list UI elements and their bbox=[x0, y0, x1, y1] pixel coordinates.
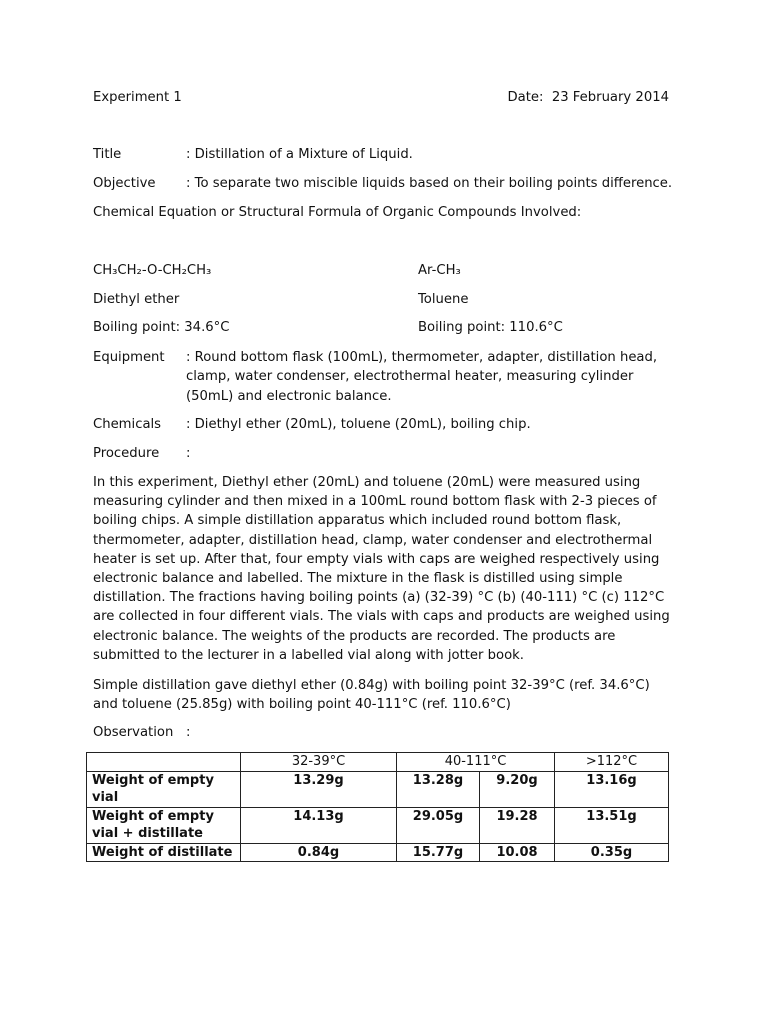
table-cell: 13.28g bbox=[397, 771, 480, 807]
compound-name-toluene: Toluene bbox=[418, 292, 469, 307]
procedure-label: Procedure bbox=[93, 446, 160, 461]
procedure-colon: : bbox=[186, 446, 191, 461]
boiling-point-toluene: Boiling point: 110.6°C bbox=[418, 320, 563, 335]
row-label: Weight of distillate bbox=[87, 843, 241, 862]
table-header-cell: 40-111°C bbox=[397, 753, 555, 772]
observation-table bbox=[86, 752, 669, 862]
row-label: Weight of empty vial + distillate bbox=[87, 807, 241, 843]
table-header-cell: >112°C bbox=[555, 753, 669, 772]
results-paragraph: Simple distillation gave diethyl ether (0.84g) with boiling point 32-39°C (ref. 34.6°C) and toluene (25.85g) with boiling point 40-111°C (ref. 110.6°C) bbox=[93, 678, 650, 713]
table-cell: 14.13g bbox=[241, 807, 397, 843]
observation-label: Observation bbox=[93, 725, 174, 740]
objective-value: : To separate two miscible liquids based on their boiling points difference. bbox=[186, 176, 673, 191]
compound-formula-diethyl-ether: CH₃CH₂-O-CH₂CH₃ bbox=[93, 263, 212, 278]
procedure-paragraph: In this experiment, Diethyl ether (20mL) and toluene (20mL) were measured using measuring cylinder and then mixed in a 100mL round bottom flask with 2-3 pieces of boiling chips. A simple distillation apparatus which included round bottom flask, thermometer, adapter, distillation head, clamp, water condenser and electrothermal heater is set up. After that, four empty vials with caps are weighed respectively using electronic balance and labelled. The mixture in the flask is distilled using simple distillation. The fractions having boiling points (a) (32-39) °C (b) (40-111) °C (c) 112°C are collected in four different vials. The vials with caps and products are weighed using electronic balance. The weights of the products are recorded. The products are submitted to the lecturer in a labelled vial along with jotter book. bbox=[93, 475, 670, 663]
title-label: Title bbox=[93, 147, 122, 162]
row-label: Weight of empty vial bbox=[87, 771, 241, 807]
table-cell: 29.05g bbox=[397, 807, 480, 843]
objective-label: Objective bbox=[93, 176, 156, 191]
table-cell: 15.77g bbox=[397, 843, 480, 862]
table-cell: 13.16g bbox=[555, 771, 669, 807]
chemicals-label: Chemicals bbox=[93, 417, 162, 432]
table-header-cell: 32-39°C bbox=[241, 753, 397, 772]
boiling-point-diethyl-ether: Boiling point: 34.6°C bbox=[93, 320, 230, 335]
chemical-heading: Chemical Equation or Structural Formula of Organic Compounds Involved: bbox=[93, 205, 582, 220]
table-cell: 13.29g bbox=[241, 771, 397, 807]
table-header-empty bbox=[87, 753, 241, 772]
table-row bbox=[87, 771, 669, 807]
experiment-number: Experiment 1 bbox=[93, 90, 182, 105]
table-row bbox=[87, 843, 669, 862]
table-cell: 19.28 bbox=[480, 807, 555, 843]
compound-name-diethyl-ether: Diethyl ether bbox=[93, 292, 180, 307]
table-row bbox=[87, 807, 669, 843]
equipment-label: Equipment bbox=[93, 350, 165, 365]
table-cell: 13.51g bbox=[555, 807, 669, 843]
date-value: 23 February 2014 bbox=[551, 90, 669, 105]
date-label: Date: bbox=[507, 90, 544, 105]
chemicals-value: : Diethyl ether (20mL), toluene (20mL), boiling chip. bbox=[186, 417, 531, 432]
observation-colon: : bbox=[186, 725, 191, 740]
table-cell: 10.08 bbox=[480, 843, 555, 862]
table-cell: 9.20g bbox=[480, 771, 555, 807]
table-header-row bbox=[87, 753, 669, 772]
date-line bbox=[507, 88, 669, 107]
table-cell: 0.84g bbox=[241, 843, 397, 862]
equipment-value: : Round bottom flask (100mL), thermometer, adapter, distillation head, clamp, water condenser, electrothermal heater, measuring cylinder (50mL) and electronic balance. bbox=[186, 350, 658, 404]
title-value: : Distillation of a Mixture of Liquid. bbox=[186, 147, 413, 162]
compound-formula-toluene: Ar-CH₃ bbox=[418, 263, 461, 278]
table-cell: 0.35g bbox=[555, 843, 669, 862]
